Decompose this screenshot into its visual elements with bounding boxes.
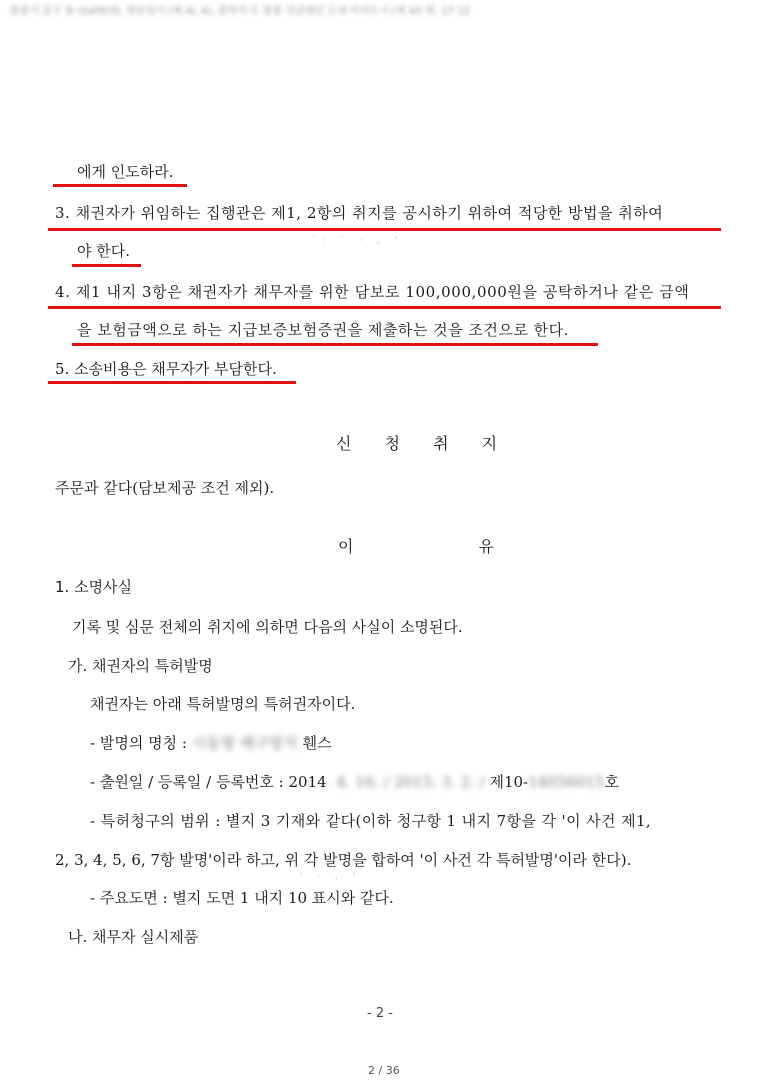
order-line-3: 야 한다. [77,242,131,260]
claims-line-1: - 특허청구의 범위 : 별지 3 기재와 같다(이하 청구항 1 내지 7항을 각 '이 사건 제1, [90,812,652,830]
request-body: 주문과 같다(담보제공 조건 제외). [55,479,275,497]
reason-heading: 이 유 [338,537,554,556]
order-item-4: 4. 제1 내지 3항은 채권자가 채무자를 위한 담보로 100,000,000원을 공탁하거나 같은 금액 [55,283,690,301]
underline-5 [72,343,598,346]
reg-number-prefix: 제10- [489,773,529,791]
underline-4 [48,306,721,309]
noise-dots-1: `· ` · , ' [312,236,404,246]
underline-2 [48,228,721,231]
order-line-1: 에게 인도하라. [77,163,174,181]
sub-a-body: 채권자는 아래 특허발명의 특허권자이다. [90,695,356,713]
underline-3 [72,264,141,267]
page-marker: - 2 - [367,1006,393,1021]
order-item-3: 3. 채권자가 위임하는 집행관은 제1, 2항의 취지를 공시하기 위하여 적당한 방법을 취하여 [55,204,664,222]
noise-dots-2: ' · , ' [300,872,362,882]
blurred-header: 통통기 공구 동 (2xFR)원, 변론일시 (제 XL X), 출력자-도 통통 신금테인 도내 미자도시 (제 XX 회, 17 12 [10,6,470,16]
registration-label: - 출원일 / 등록일 / 등록번호 : 2014 [90,773,327,791]
section-1-intro: 기록 및 심문 전체의 취지에 의하면 다음의 사실이 소명된다. [72,618,463,636]
drawings-line: - 주요도면 : 별지 도면 1 내지 10 표시와 같다. [90,889,394,907]
invention-name-redacted: 시동형 배구방지 [191,734,303,752]
claims-line-2: 2, 3, 4, 5, 6, 7항 발명'이라 하고, 위 각 발명을 합하여 '이 사건 각 특허발명'이라 한다). [55,851,632,869]
underline-1 [53,184,187,187]
sub-heading-a: 가. 채권자의 특허발명 [68,657,213,675]
invention-name-suffix: 휀스 [302,734,332,752]
reg-number-suffix: 호 [604,773,619,791]
invention-name-label: - 발명의 명칭 : [90,734,187,752]
filing-date-redacted: . 4. 16. / 2015 [326,773,432,791]
request-heading: 신 청 취 지 [336,434,512,453]
sub-heading-b: 나. 채무자 실시제품 [68,928,199,946]
underline-6 [48,381,296,384]
reg-date-redacted: . 3. 2. / [431,773,490,791]
invention-name-row [90,733,332,753]
reg-number-redacted: 14056015 [528,773,605,791]
section-1-title: 1. 소명사실 [55,578,133,596]
order-item-5: 5. 소송비용은 채무자가 부담한다. [55,360,277,378]
order-line-5: 을 보험금액으로 하는 지급보증보험증권을 제출하는 것을 조건으로 한다. [77,321,569,339]
registration-row [90,772,619,792]
page-count: 2 / 36 [368,1064,400,1077]
